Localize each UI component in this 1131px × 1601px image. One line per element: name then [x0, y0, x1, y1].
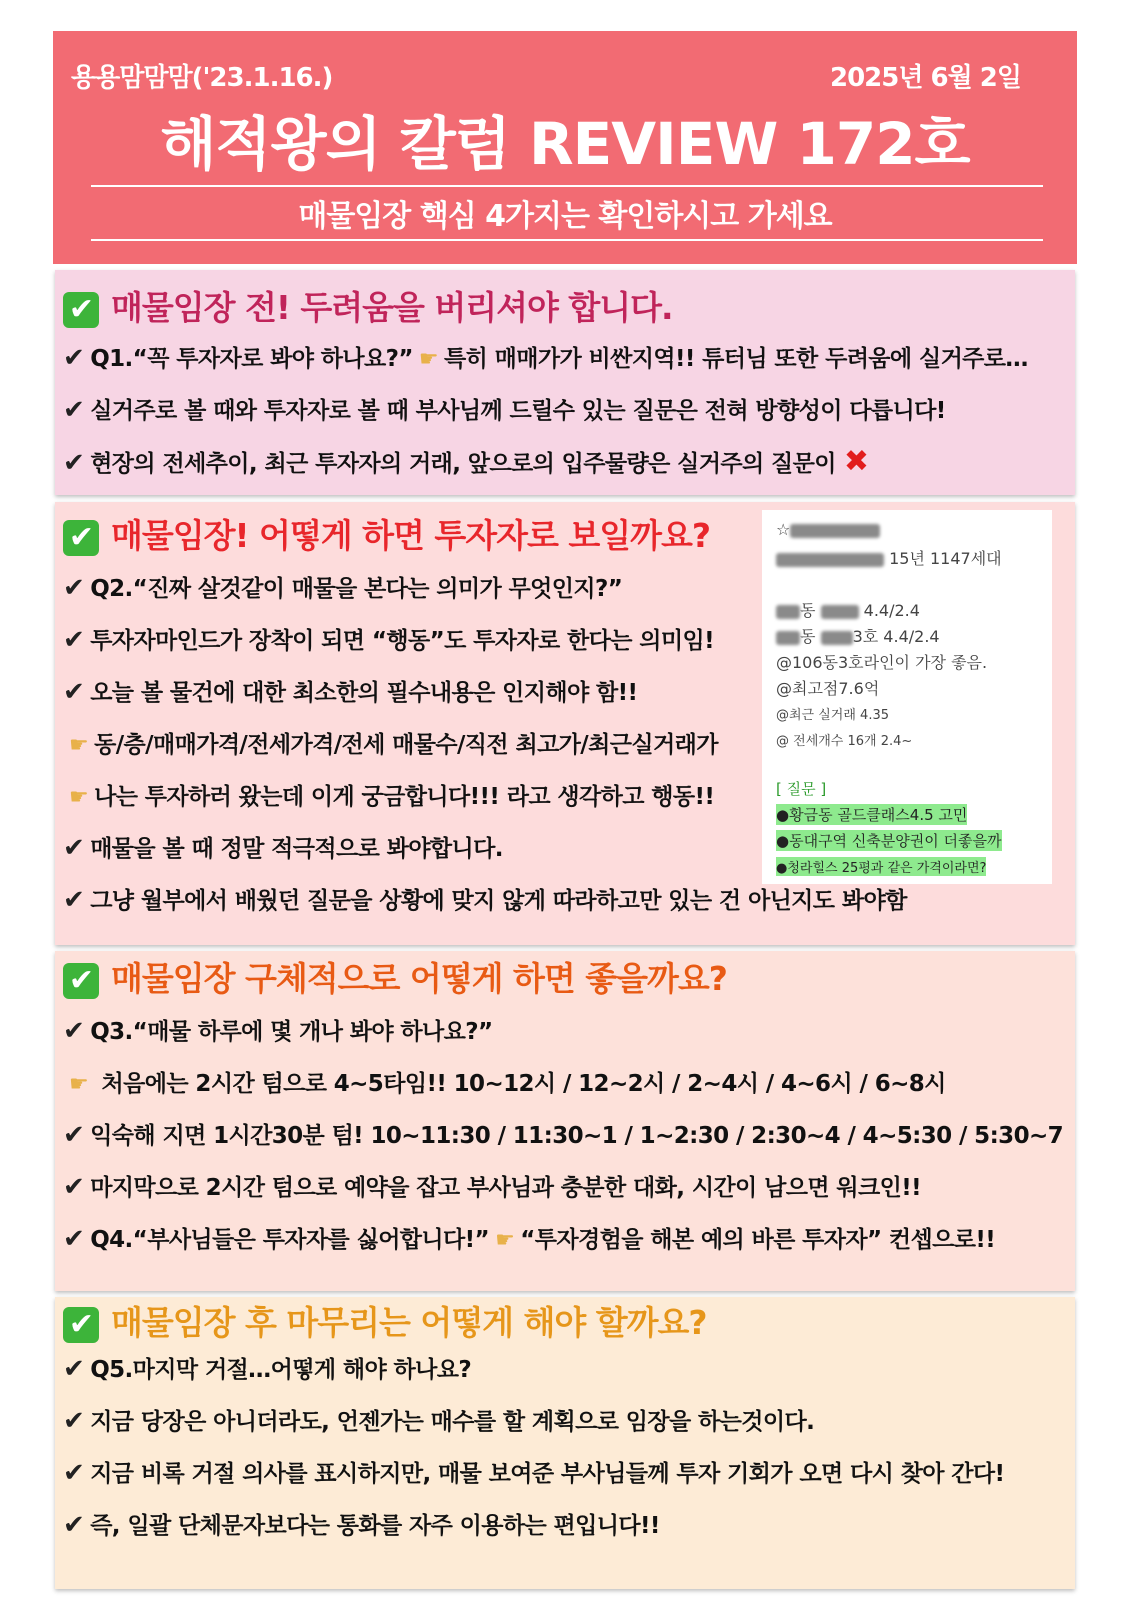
check-mark-icon: ✔ [63, 520, 99, 556]
tick-icon: ✔ [63, 343, 85, 373]
author-label: 용용맘맘맘('23.1.16.) [71, 63, 333, 93]
pointing-hand-icon: ☛ [69, 785, 89, 810]
list-item: ✔ Q1.“꼭 투자자로 봐야 하나요?” ☛ 특히 매매가가 비싼지역!! 튜터님 또한 두려움에 실거주로… [63, 343, 1028, 373]
divider [91, 185, 1043, 187]
tick-icon: ✔ [63, 677, 85, 707]
section-title: ✔ 매물임장 구체적으로 어떻게 하면 좋을까요? [63, 953, 727, 1000]
tick-icon: ✔ [63, 1172, 85, 1202]
tick-icon: ✔ [63, 1458, 85, 1488]
list-item: ✔ 익숙해 지면 1시간30분 텀! 10~11:30 / 11:30~1 / 1~2:30 / 2:30~4 / 4~5:30 / 5:30~7 [63, 1120, 1064, 1150]
section-title: ✔ 매물임장 후 마무리는 어떻게 해야 할까요? [63, 1297, 707, 1344]
list-item: ✔ Q3.“매물 하루에 몇 개나 봐야 하나요?” [63, 1016, 493, 1046]
memo-question-title: [ 질문 ] [776, 780, 827, 798]
list-item: ✔ 마지막으로 2시간 텀으로 예약을 잡고 부사님과 충분한 대화, 시간이 남으면 워크인!! [63, 1172, 921, 1202]
check-mark-icon: ✔ [63, 292, 99, 328]
memo-line: 15년 1147세대 [776, 546, 1002, 569]
tick-icon: ✔ [63, 625, 85, 655]
list-item: ☛ 나는 투자하러 왔는데 이게 궁금합니다!!! 라고 생각하고 행동!! [69, 784, 715, 810]
section-look-like-investor [55, 502, 1075, 945]
list-item: ☛ 처음에는 2시간 텀으로 4~5타임!! 10~12시 / 12~2시 / 2~4시 / 4~6시 / 6~8시 [69, 1071, 946, 1097]
memo-line: @최근 실거래 4.35 [776, 708, 890, 723]
memo-question: ●황금동 골드클래스4.5 고민 [776, 806, 968, 824]
page-title: 해적왕의 칼럼 REVIEW 172호 [160, 110, 970, 178]
tick-icon: ✔ [63, 395, 85, 425]
list-item: ✔ Q5.마지막 거절…어떻게 해야 하나요? [63, 1354, 472, 1384]
tick-icon: ✔ [63, 1016, 85, 1046]
tick-icon: ✔ [63, 448, 85, 478]
pointing-hand-icon: ☛ [69, 733, 89, 758]
section-how-to-visit [55, 951, 1075, 1291]
red-cross-icon: ✖ [843, 444, 869, 479]
pointing-hand-icon: ☛ [495, 1228, 515, 1253]
memo-title: ☆ [776, 520, 880, 539]
list-item: ✔ 매물을 볼 때 정말 적극적으로 봐야합니다. [63, 833, 503, 863]
date-label: 2025년 6월 2일 [830, 63, 1021, 93]
section-title: ✔ 매물임장 전! 두려움을 버리셔야 합니다. [63, 282, 673, 329]
list-item: ✔ 오늘 볼 물건에 대한 최소한의 필수내용은 인지해야 함!! [63, 677, 638, 707]
list-item: ✔ Q2.“진짜 살것같이 매물을 본다는 의미가 무엇인지?” [63, 573, 623, 603]
header-banner [53, 31, 1077, 264]
list-item: ✔ Q4.“부사님들은 투자자를 싫어합니다!” ☛ “투자경험을 해본 예의 바른 투자자” 컨셉으로!! [63, 1224, 996, 1254]
list-item: ✔ 즉, 일괄 단체문자보다는 통화를 자주 이용하는 편입니다!! [63, 1510, 660, 1540]
list-item: ✔ 그냥 월부에서 배웠던 질문을 상황에 맞지 않게 따라하고만 있는 건 아닌지도 봐야함 [63, 885, 907, 915]
memo-screenshot [762, 510, 1052, 884]
memo-line: @ 전세개수 16개 2.4~ [776, 734, 913, 749]
list-item: ✔ 투자자마인드가 장착이 되면 “행동”도 투자자로 한다는 의미임! [63, 625, 715, 655]
section-before-visit [55, 270, 1075, 495]
tick-icon: ✔ [63, 885, 85, 915]
tick-icon: ✔ [63, 1406, 85, 1436]
list-item: ✔ 지금 당장은 아니더라도, 언젠가는 매수를 할 계획으로 임장을 하는것이다. [63, 1406, 815, 1436]
memo-question: ●동대구역 신축분양권이 더좋을까 [776, 832, 1002, 850]
memo-line: @최고점7.6억 [776, 679, 880, 698]
list-item: ✔ 실거주로 볼 때와 투자자로 볼 때 부사님께 드릴수 있는 질문은 전혀 방향성이 다릅니다! [63, 395, 946, 425]
pointing-hand-icon: ☛ [69, 1072, 89, 1097]
tick-icon: ✔ [63, 833, 85, 863]
list-item: ✔ 현장의 전세추이, 최근 투자자의 거래, 앞으로의 입주물량은 실거주의 질문이 ✖ [63, 444, 869, 479]
tick-icon: ✔ [63, 1354, 85, 1384]
tick-icon: ✔ [63, 573, 85, 603]
tick-icon: ✔ [63, 1224, 85, 1254]
page-subtitle: 매물임장 핵심 4가지는 확인하시고 가세요 [298, 199, 832, 234]
section-title: ✔ 매물임장! 어떻게 하면 투자자로 보일까요? [63, 510, 710, 557]
memo-question: ●청라힐스 25평과 같은 가격이라면? [776, 857, 986, 876]
memo-line: @106동3호라인이 가장 좋음. [776, 653, 988, 672]
memo-line: 동 3호 4.4/2.4 [776, 624, 940, 647]
list-item: ☛ 동/층/매매가격/전세가격/전세 매물수/직전 최고가/최근실거래가 [69, 732, 718, 758]
section-after-visit [55, 1297, 1075, 1589]
tick-icon: ✔ [63, 1510, 85, 1540]
check-mark-icon: ✔ [63, 1307, 99, 1343]
divider [91, 239, 1043, 241]
pointing-hand-icon: ☛ [418, 347, 438, 372]
tick-icon: ✔ [63, 1120, 85, 1150]
list-item: ✔ 지금 비록 거절 의사를 표시하지만, 매물 보여준 부사님들께 투자 기회가 오면 다시 찾아 간다! [63, 1458, 1005, 1488]
check-mark-icon: ✔ [63, 963, 99, 999]
memo-line: 동 4.4/2.4 [776, 598, 920, 621]
